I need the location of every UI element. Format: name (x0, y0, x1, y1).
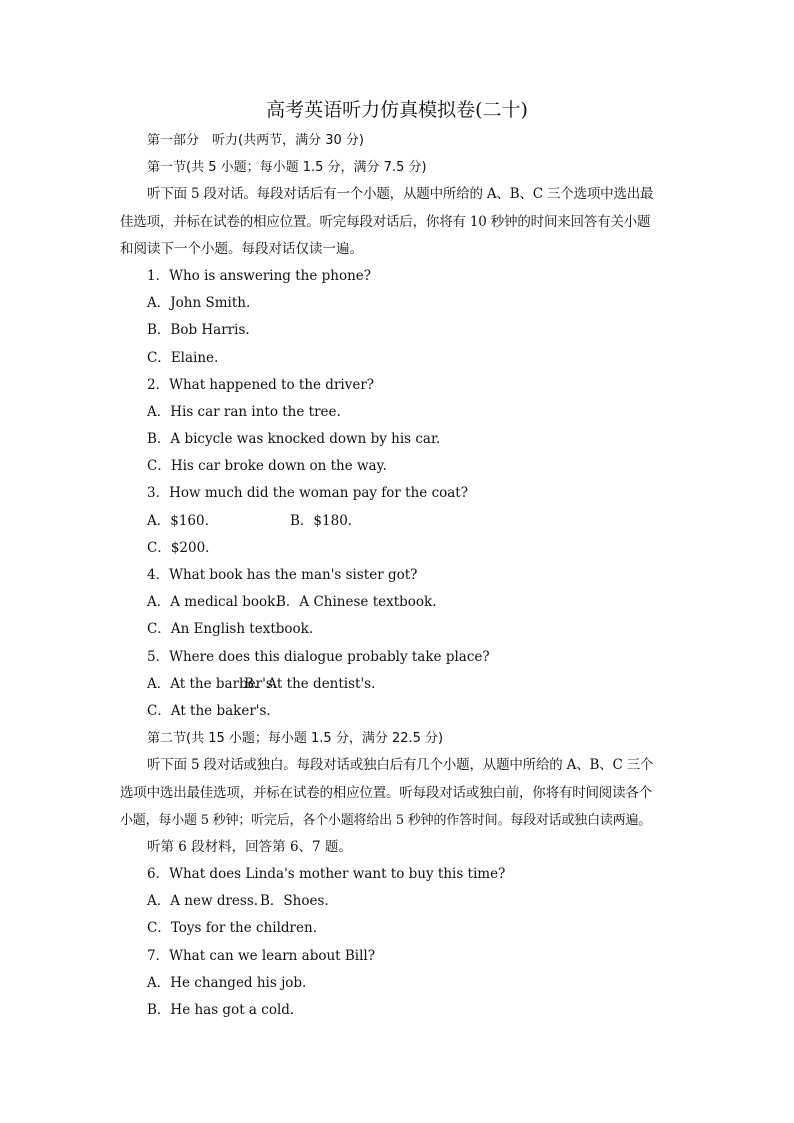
answer-option: C．An English textbook. (147, 621, 314, 638)
answer-option: A．He changed his job. (147, 974, 307, 991)
answer-option: A．John Smith. (147, 295, 251, 312)
section1-instructions-line: 听下面 5 段对话。每段对话后有一个小题，从题中所给的 A、B、C 三个选项中选出最 (147, 186, 654, 203)
answer-option: B．A bicycle was knocked down by his car. (147, 431, 441, 448)
part-heading: 第一部分 听力(共两节，满分 30 分) (147, 133, 364, 148)
section2-instructions-line: 选项中选出最佳选项，并标在试卷的相应位置。听每段对话或独白前，你将有时间阅读各个 (120, 784, 652, 801)
question-stem: 4．What book has the man's sister got? (147, 567, 418, 583)
question-stem: 3．How much did the woman pay for the coat? (147, 485, 468, 502)
answer-option: A．At the barber's. (147, 675, 278, 692)
section1-heading: 第一节(共 5 小题；每小题 1.5 分，满分 7.5 分) (147, 160, 427, 176)
page-title: 高考英语听力仿真模拟卷(二十) (266, 99, 528, 121)
section1-instructions-line: 佳选项，并标在试卷的相应位置。听完每段对话后，你将有 10 秒钟的时间来回答有关小题 (120, 213, 651, 230)
section1-instructions-line: 和阅读下一个小题。每段对话仅读一遍。 (120, 240, 363, 257)
section2-instructions-line: 听下面 5 段对话或独白。每段对话或独白后有几个小题，从题中所给的 A、B、C 三个 (147, 757, 654, 774)
section2-instructions-line: 小题，每小题 5 秒钟；听完后，各个小题将给出 5 秒钟的作答时间。每段对话或独白读两遍。 (120, 812, 652, 828)
answer-option: C．Elaine. (147, 349, 219, 366)
answer-option: A．A medical book. (147, 594, 280, 611)
question-stem: 2．What happened to the driver? (147, 376, 375, 393)
document-body (120, 127, 680, 1024)
option-row (120, 508, 680, 535)
question-stem: 5．Where does this dialogue probably take place? (147, 648, 490, 665)
question-stem: 6．What does Linda's mother want to buy this time? (147, 866, 506, 883)
answer-option: A．$160. (147, 512, 209, 529)
section2-heading: 第二节(共 15 小题；每小题 1.5 分，满分 22.5 分) (147, 731, 444, 747)
option-row (120, 671, 680, 698)
answer-option: B．$180. (290, 512, 353, 529)
option-row (120, 888, 680, 915)
answer-option: C．At the baker's. (147, 702, 271, 719)
answer-option: C．$200. (147, 539, 210, 556)
option-row (120, 589, 680, 616)
answer-option: B．At the dentist's. (244, 675, 376, 692)
answer-option: C．Toys for the children. (147, 920, 317, 937)
answer-option: C．His car broke down on the way. (147, 458, 387, 475)
material-note: 听第 6 段材料，回答第 6、7 题。 (147, 838, 352, 855)
answer-option: B．A Chinese textbook. (276, 594, 437, 611)
answer-option: A．A new dress. (147, 893, 259, 910)
question-stem: 1．Who is answering the phone? (147, 267, 372, 284)
answer-option: B．Bob Harris. (147, 322, 250, 339)
answer-option: A．His car ran into the tree. (147, 403, 341, 420)
answer-option: B．Shoes. (260, 893, 329, 910)
answer-option: B．He has got a cold. (147, 1002, 295, 1018)
question-stem: 7．What can we learn about Bill? (147, 947, 375, 964)
